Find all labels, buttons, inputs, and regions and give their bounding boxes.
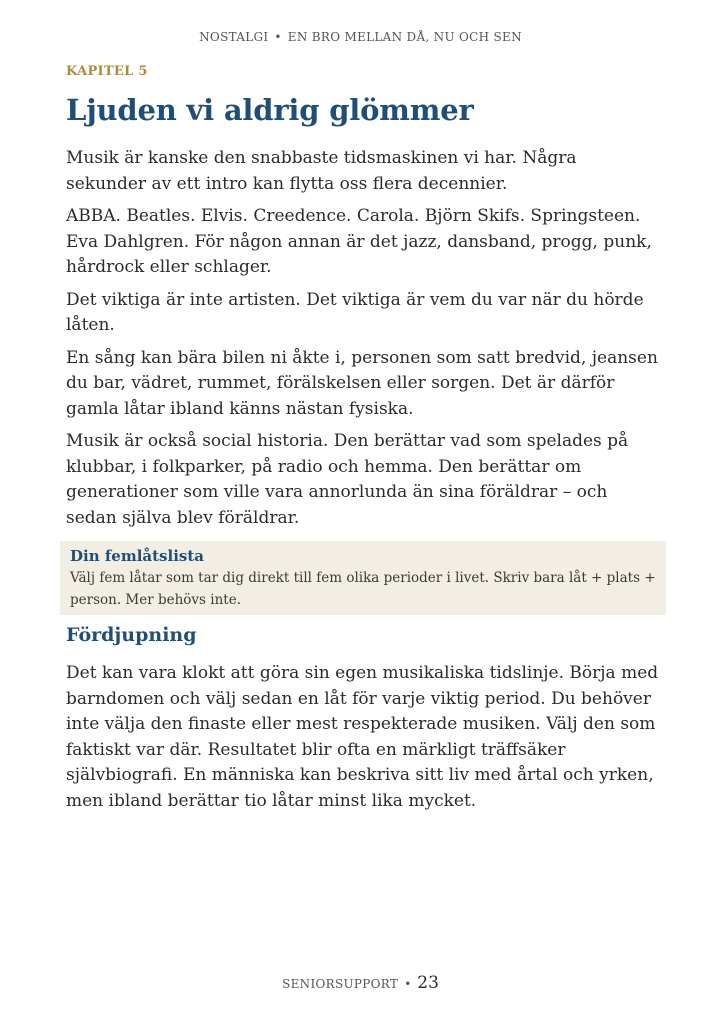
callout-text: Välj fem låtar som tar dig direkt till fem olika perioder i livet. Skriv bara låt + plats + person. Mer behövs inte.: [70, 570, 656, 608]
body-paragraph: Det viktiga är inte artisten. Det viktiga är vem du var när du hörde låten.: [66, 289, 644, 335]
chapter-label: KAPITEL 5: [66, 64, 148, 79]
callout-box: [60, 541, 666, 615]
running-header-left: NOSTALGI: [199, 30, 269, 44]
callout-title: Din femlåtslista: [70, 547, 204, 565]
body-paragraph: ABBA. Beatles. Elvis. Creedence. Carola. Björn Skifs. Springsteen. Eva Dahlgren. För någon annan är det jazz, dansband, progg, punk, hårdrock eller schlager.: [66, 206, 652, 277]
section-paragraph: Det kan vara klokt att göra sin egen musikaliska tidslinje. Börja med barndomen och välj sedan en låt för varje viktig period. Du behöver inte välja den finaste eller mest respekterade musiken. Välj den som faktiskt var där. Resultatet blir ofta en märkligt träffsäker självbiografi. En människa kan beskriva sitt liv med årtal och yrken, men ibland berättar tio låtar minst lika mycket.: [66, 663, 659, 811]
body-paragraph: Musik är kanske den snabbaste tidsmaskinen vi har. Några sekunder av ett intro kan flytta oss flera decennier.: [66, 148, 577, 194]
footer-separator: •: [404, 977, 412, 991]
body-paragraph: En sång kan bära bilen ni åkte i, personen som satt bredvid, jeansen du bar, vädret, rummet, förälskelsen eller sorgen. Det är därför gamla låtar ibland känns nästan fysiska.: [66, 347, 658, 419]
section-heading: Fördjupning: [66, 624, 197, 646]
body-paragraph: Musik är också social historia. Den berättar vad som spelades på klubbar, i folkparker, på radio och hemma. Den berättar om generationer som ville vara annorlunda än sina föräldrar – och sedan själva blev föräldrar.: [66, 431, 629, 528]
page-footer: [0, 973, 721, 993]
footer-brand: SENIORSUPPORT: [282, 977, 399, 991]
page-content: [66, 60, 660, 821]
running-header-right: EN BRO MELLAN DÅ, NU OCH SEN: [287, 30, 522, 44]
chapter-title: Ljuden vi aldrig glömmer: [66, 93, 474, 127]
page-number: 23: [417, 973, 439, 993]
running-header: [0, 30, 721, 44]
running-header-separator: •: [274, 30, 282, 44]
